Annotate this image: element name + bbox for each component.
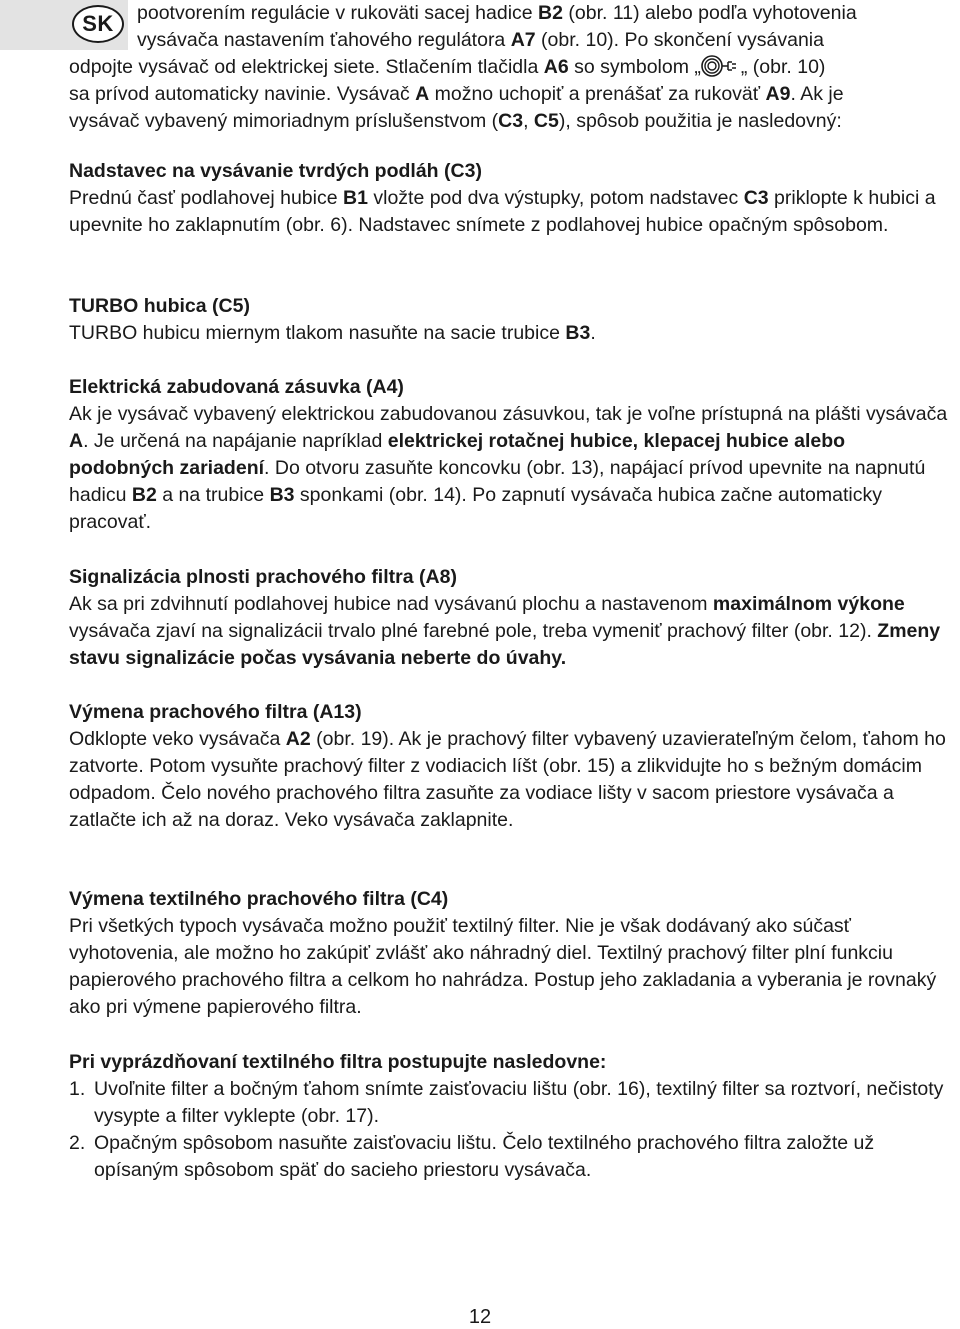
section-title-text: Výmena prachového filtra (69, 701, 308, 723)
section-code: C3 (450, 160, 476, 182)
section-dust-filter (69, 699, 949, 834)
step-number: 1. (69, 1078, 86, 1100)
body-emphasis: elektrickej rotačnej hubice, klepacej hubice alebo podobných zariadení (69, 430, 846, 479)
body-text: Ak je vysávač vybavený elektrickou zabudovanou zásuvkou, tak je voľne prístupná na plášti vysávača (69, 403, 948, 425)
body-ref: B3 (269, 484, 295, 506)
body-text: Prednú časť podlahovej hubice (69, 187, 343, 209)
body-text: vložte pod dva výstupky, potom nadstavec (367, 187, 744, 209)
section-body: Pri všetkých typoch vysávača možno použiť textilný filter. Nie je však dodávaný ako súčasť vyhotovenia, ale možno ho zakúpiť zvlášť ako náhradný diel. Textilný prachový filter plní funkciu papierového prachového filtra a celkom ho nahrádza. Postup jeho zakladania a vyberania je rovnaký ako pri výmene papierového filtra. (69, 915, 937, 1018)
body-text: Odklopte veko vysávača (69, 728, 286, 750)
intro-paragraph (69, 0, 949, 135)
intro-ref: A6 (543, 56, 569, 78)
section-title: Elektrická zabudovaná zásuvka (A4) (69, 376, 404, 398)
intro-ref: A9 (765, 83, 791, 105)
section-title: Nadstavec na vysávanie tvrdých podláh (C3) (69, 160, 482, 182)
language-badge: SK (72, 5, 124, 43)
section-title: Pri vyprázdňovaní textilného filtra postupujte nasledovne: (69, 1051, 607, 1073)
intro-line-5 (69, 108, 949, 135)
section-body (69, 726, 949, 834)
intro-ref: C5 (533, 110, 559, 132)
intro-text: (obr. 11) alebo podľa vyhotovenia (562, 2, 857, 24)
intro-text: sa prívod automaticky navinie. Vysávač (69, 83, 416, 105)
section-code: C4 (416, 888, 442, 910)
section-title-text: Elektrická zabudovaná zásuvka (69, 376, 361, 398)
body-text: priklopte k hubici a upevnite ho zaklapnutím (obr. 6). Nadstavec snímete z podlahovej hubice opačným spôsobom. (69, 187, 936, 236)
body-text: TURBO hubicu miernym tlakom nasuňte na sacie trubice (69, 322, 566, 344)
section-body (69, 591, 949, 672)
intro-ref: A7 (510, 29, 536, 51)
step-text: Opačným spôsobom nasuňte zaisťovaciu lištu. Čelo textilného prachového filtra založte už opísaným spôsobom späť do sacieho priestoru vysávača. (94, 1132, 875, 1181)
section-title: Výmena prachového filtra (A13) (69, 701, 362, 723)
step-text: Uvoľnite filter a bočným ťahom snímte zaisťovaciu lištu (obr. 16), textilný filter sa roztvorí, nečistoty vysypte a filter vyklepte (obr. 17). (94, 1078, 944, 1127)
section-title-text: Výmena textilného prachového filtra (69, 888, 405, 910)
section-body (69, 320, 949, 347)
intro-text: pootvorením regulácie v rukoväti sacej hadice (137, 2, 539, 24)
body-text: . Je určená na napájanie napríklad (83, 430, 388, 452)
intro-ref: C3 (498, 110, 524, 132)
body-text: . (590, 322, 596, 344)
body-emphasis: Zmeny stavu signalizácie počas vysávania neberte do úvahy. (69, 620, 941, 669)
step-number: 2. (69, 1132, 86, 1154)
section-title: TURBO hubica (C5) (69, 295, 250, 317)
section-indicator (69, 564, 949, 672)
section-body (69, 401, 949, 536)
section-code: A4 (372, 376, 398, 398)
intro-ref: B2 (538, 2, 563, 24)
body-text: vysávača zjaví na signalizácii trvalo plné farebné pole, treba vymeniť prachový filter (obr. 12). (69, 620, 878, 642)
body-emphasis: maximálnom výkone (712, 593, 905, 615)
list-item (69, 1076, 949, 1130)
intro-text: ), spôsob použitia je nasledovný: (558, 110, 842, 132)
body-ref: C3 (743, 187, 769, 209)
intro-text: možno uchopiť a prenášať za rukoväť (429, 83, 766, 105)
intro-text: vysávača nastavením ťahového regulátora (137, 29, 511, 51)
body-ref: B2 (131, 484, 157, 506)
body-text: sponkami (obr. 14). Po zapnutí vysávača hubica začne automaticky pracovať. (69, 484, 882, 533)
body-text: (obr. 19). Ak je prachový filter vybavený uzavierateľným čelom, ťahom ho zatvorte. Potom vysuňte prachový filter z vodiacich líšt (obr. 15) a zlikvidujte ho s bežným domácim odpadom. Čelo nového prachového filtra zasuňte za vodiace lišty v sacom priestore vysávača a zatlačte ich až na doraz. Veko vysávača zaklapnite. (69, 728, 946, 831)
body-ref: B1 (343, 187, 368, 209)
section-hard-floor (69, 158, 949, 239)
body-text: a na trubice (156, 484, 270, 506)
intro-line-3 (69, 54, 949, 81)
section-code: C5 (218, 295, 244, 317)
intro-text: odpojte vysávač od elektrickej siete. Stlačením tlačidla (69, 56, 544, 78)
intro-text: , (523, 110, 534, 132)
intro-text: vysávač vybavený mimoriadnym príslušenstvom ( (69, 110, 499, 132)
intro-text: (obr. 10). Po skončení vysávania (535, 29, 824, 51)
section-title-text: Nadstavec na vysávanie tvrdých podláh (69, 160, 439, 182)
body-ref: A2 (285, 728, 311, 750)
intro-line-1 (69, 0, 949, 27)
section-textile-filter (69, 886, 949, 1021)
body-ref: B3 (565, 322, 591, 344)
intro-text: „ (obr. 10) (740, 56, 826, 78)
section-code: A8 (425, 566, 451, 588)
section-title: Výmena textilného prachového filtra (C4) (69, 888, 449, 910)
intro-text: . Ak je (790, 83, 844, 105)
section-title: Signalizácia plnosti prachového filtra (A8) (69, 566, 457, 588)
emptying-steps-list (69, 1076, 949, 1184)
section-title-text: TURBO hubica (69, 295, 207, 317)
section-title-text: Signalizácia plnosti prachového filtra (69, 566, 414, 588)
section-body (69, 185, 949, 239)
intro-line-2 (69, 27, 949, 54)
intro-line-4 (69, 81, 949, 108)
intro-ref: A (415, 83, 430, 105)
section-code: A13 (319, 701, 356, 723)
body-ref: A (69, 430, 84, 452)
section-socket (69, 374, 949, 536)
body-text: . Do otvoru zasuňte koncovku (obr. 13), napájací prívod upevnite na napnutú hadicu (69, 457, 926, 506)
page-number: 12 (468, 1306, 492, 1328)
section-emptying (69, 1049, 949, 1076)
section-turbo (69, 293, 949, 347)
body-text: Ak sa pri zdvihnutí podlahovej hubice nad vysávanú plochu a nastavenom (69, 593, 713, 615)
list-item (69, 1130, 949, 1184)
intro-text: so symbolom „ (568, 56, 701, 78)
cord-rewind-symbol-icon (701, 54, 741, 78)
